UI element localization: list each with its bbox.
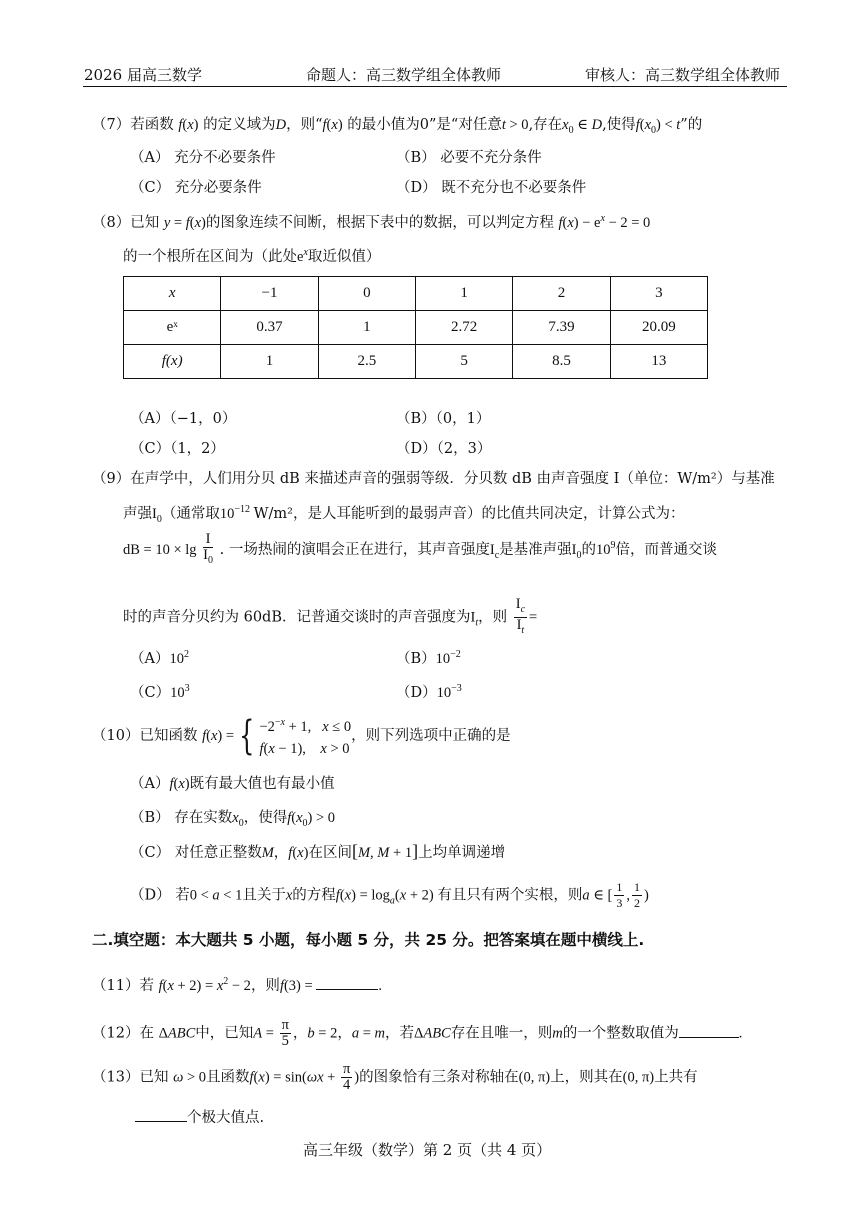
table-cell: 1 bbox=[318, 311, 415, 345]
table-cell: 20.09 bbox=[610, 311, 707, 345]
q8-option-d: （D）（2，3） bbox=[396, 441, 492, 457]
table-cell: 3 bbox=[610, 277, 707, 311]
q9-option-c: $(C)10^3$ bbox=[130, 683, 190, 701]
question-9-line3: dB = 10 × lg $\frac{I}{I_0}$ . 一场热闹的演唱会正在进行，其声音强度$I_c$是基准声强$I_0$的$10^9$倍，而普通交谈 bbox=[123, 531, 717, 566]
q8-option-c: （C）（1，2） bbox=[130, 441, 225, 457]
table-cell: 1 bbox=[221, 345, 318, 379]
header-right: 审核人：高三数学组全体教师 bbox=[585, 66, 781, 84]
table-cell: 2.5 bbox=[318, 345, 415, 379]
question-8-stem: （8）已知 y = f(x)的图象连续不间断，根据下表中的数据，可以判定方程 $f(x) - e^x - 2 = 0$ bbox=[92, 213, 651, 231]
table-cell: 0 bbox=[318, 277, 415, 311]
question-9-line2: 声强$I_0$（通常取$10^{-12}$ W/m²，是人耳能听到的最弱声音）的比值共同决定，计算公式为： bbox=[123, 504, 685, 525]
question-10-stem: （10）已知函数 f(x) = { $-2^{-x} + 1$, x ≤ 0 f(x − 1), x > 0 ，则下列选项中正确的是 bbox=[92, 712, 511, 759]
table-cell: 13 bbox=[610, 345, 707, 379]
section-2-title: 二.填空题：本大题共 5 小题，每小题 5 分，共 25 分。把答案填在题中横线上. bbox=[92, 931, 645, 949]
answer-blank[interactable] bbox=[316, 975, 378, 990]
table-cell: 8.5 bbox=[513, 345, 610, 379]
table-cell: 1 bbox=[415, 277, 512, 311]
table-cell: 7.39 bbox=[513, 311, 610, 345]
q9-option-a: $(A)10^2$ bbox=[130, 649, 189, 667]
table-row bbox=[124, 277, 708, 311]
q7-option-a: （A） 充分不必要条件 bbox=[130, 150, 276, 166]
q8-option-a: （A）（−1，0） bbox=[130, 411, 237, 427]
q7-option-d: （D） 既不充分也不必要条件 bbox=[396, 180, 587, 196]
header-center: 命题人：高三数学组全体教师 bbox=[306, 66, 502, 84]
question-13-line1: （13）已知 ω > 0且函数f(x) = sin(ωx + $\frac{\pi}{4}$ )的图象恰有三条对称轴在(0, π)上，则其在(0, π)上共有 bbox=[92, 1061, 698, 1093]
question-12: （12）在 ΔABC中，已知A = $\frac{\pi}{5}$ ，b = 2，a = m，若ΔABC存在且唯一，则m的一个整数取值为 . bbox=[92, 1017, 743, 1049]
q8-option-b: （B）（0，1） bbox=[396, 411, 491, 427]
table-cell: x bbox=[124, 277, 221, 311]
q10-option-b: （B） 存在实数$x_0$，使得$f(x_0) > 0$ bbox=[130, 810, 336, 829]
table-row bbox=[124, 311, 708, 345]
q10-option-a: （A）f(x)既有最大值也有最小值 bbox=[130, 776, 335, 792]
question-7-stem: （7）若函数 f(x) 的定义域为D，则“f(x) 的最小值为0”是“对任意t > 0,存在$x_0$ ∈ D,使得$f(x_0) < t$”的 bbox=[92, 117, 703, 136]
answer-blank[interactable] bbox=[135, 1107, 187, 1122]
table-cell: f(x) bbox=[124, 345, 221, 379]
answer-blank[interactable] bbox=[679, 1023, 739, 1038]
table-cell: 2 bbox=[513, 277, 610, 311]
question-11: （11）若 $f(x + 2) = x^2 - 2$，则f(3) = . bbox=[92, 976, 382, 994]
table-cell: −1 bbox=[221, 277, 318, 311]
table-cell: 2.72 bbox=[415, 311, 512, 345]
question-13-line2: 个极大值点. bbox=[135, 1106, 264, 1127]
question-8-line2: 的一个根所在区间为（此处$e^x$取近似值） bbox=[123, 247, 381, 265]
table-cell: 5 bbox=[415, 345, 512, 379]
q10-option-c: （C） 对任意正整数M，f(x)在区间[M, M + 1]上均单调递增 bbox=[130, 841, 506, 861]
table-cell: 0.37 bbox=[221, 311, 318, 345]
q9-option-d: $(D)10^{-3}$ bbox=[396, 683, 462, 701]
question-9-line4: 时的声音分贝约为 60dB．记普通交谈时的声音强度为$I_t$，则 $\frac{I_c}{I_t}$ = bbox=[123, 596, 538, 636]
header-rule bbox=[83, 86, 787, 87]
q10-option-d: （D） 若0 < a < 1且关于x的方程$f(x) = \log_a(x + 2)$ 有且只有两个实根，则a ∈ [ $\frac{1}{3}$ , $\frac{1}{2}$ ) bbox=[130, 880, 649, 910]
table-row bbox=[124, 345, 708, 379]
table-cell: eˣ bbox=[124, 311, 221, 345]
q8-data-table bbox=[123, 276, 708, 379]
q7-option-c: （C） 充分必要条件 bbox=[130, 180, 262, 196]
page-footer: 高三年级（数学）第 2 页（共 4 页） bbox=[303, 1141, 552, 1159]
header-left: 2026 届高三数学 bbox=[84, 66, 202, 84]
q7-option-b: （B） 必要不充分条件 bbox=[396, 150, 542, 166]
q9-option-b: $(B)10^{-2}$ bbox=[396, 649, 461, 667]
question-9-line1: （9）在声学中，人们用分贝 dB 来描述声音的强弱等级．分贝数 dB 由声音强度 I（单位：W/m²）与基准 bbox=[92, 471, 775, 487]
